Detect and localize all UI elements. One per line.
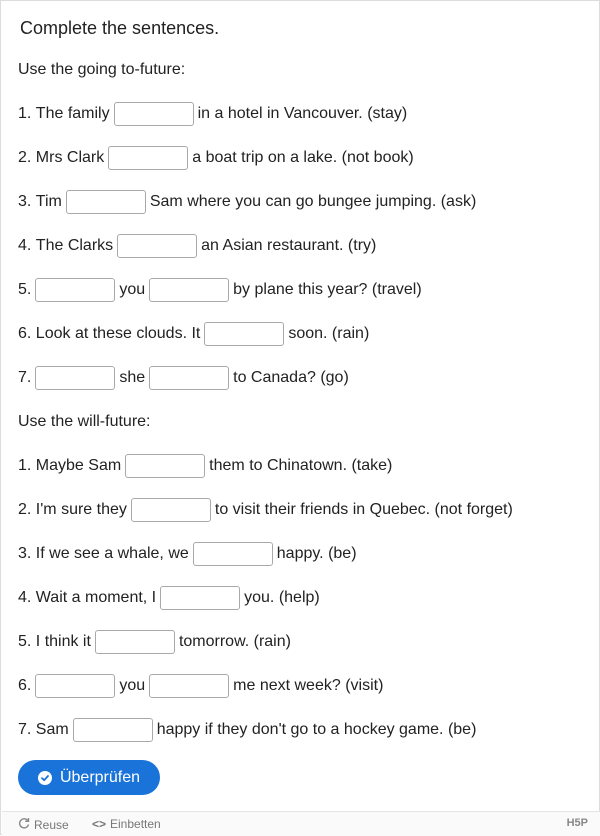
sentence-row: [18, 453, 392, 479]
h5p-footer: [2, 811, 600, 836]
sentence-row: [18, 717, 476, 743]
blank-input[interactable]: [149, 674, 229, 698]
blank-input[interactable]: [149, 278, 229, 302]
task-instructions: Complete the sentences.: [20, 18, 220, 38]
sentence-text: you: [119, 677, 146, 694]
sentence-text: to visit their friends in Quebec. (not forget): [214, 501, 513, 518]
sentence-row: [18, 233, 376, 259]
sentence-text: them to Chinatown. (take): [209, 457, 393, 474]
sentence-row: [18, 541, 357, 567]
sentence-row: [18, 145, 414, 171]
sentence-row: [18, 365, 349, 391]
sentence-row: [18, 629, 291, 655]
sentence-number: 3.: [18, 545, 32, 562]
sentence-text: If we see a whale, we: [35, 545, 189, 562]
sentence-row: [18, 277, 422, 303]
sentence-row: [18, 101, 407, 127]
blank-input[interactable]: [149, 366, 229, 390]
sentence-number: 5.: [18, 633, 32, 650]
sentence-text: tomorrow. (rain): [178, 633, 291, 650]
sentence-text: Look at these clouds. It: [35, 325, 201, 342]
blank-input[interactable]: [114, 102, 194, 126]
code-icon: <>: [92, 817, 107, 831]
sentence-number: 6.: [18, 677, 32, 694]
sentence-row: [18, 321, 369, 347]
sentence-number: 5.: [18, 281, 32, 298]
sentence-text: happy. (be): [276, 545, 357, 562]
sentence-text: she: [119, 369, 146, 386]
section-heading: Use the going to-future:: [18, 61, 186, 78]
embed-label: Einbetten: [110, 817, 161, 831]
section-heading: Use the will-future:: [18, 413, 151, 430]
sentence-text: you. (help): [244, 589, 320, 606]
sentence-number: 3.: [18, 193, 32, 210]
blank-input[interactable]: [131, 498, 211, 522]
sentence-text: soon. (rain): [288, 325, 370, 342]
sentence-number: 2.: [18, 501, 32, 518]
sentence-text: Wait a moment, I: [35, 589, 157, 606]
reuse-label: Reuse: [34, 817, 69, 832]
sentence-text: a boat trip on a lake. (not book): [192, 149, 414, 166]
blank-input[interactable]: [73, 718, 153, 742]
sentence-text: Maybe Sam: [35, 457, 122, 474]
sentence-text: by plane this year? (travel): [233, 281, 422, 298]
sentence-text: in a hotel in Vancouver. (stay): [197, 105, 408, 122]
sentence-text: Mrs Clark: [35, 149, 105, 166]
blank-input[interactable]: [95, 630, 175, 654]
sentence-number: 1.: [18, 105, 32, 122]
sentence-text: I think it: [35, 633, 91, 650]
sentence-number: 7.: [18, 369, 32, 386]
check-button[interactable]: [18, 760, 160, 795]
blank-input[interactable]: [160, 586, 240, 610]
sentence-text: Sam where you can go bungee jumping. (ask): [149, 193, 477, 210]
sentence-text: you: [119, 281, 146, 298]
sentence-row: [18, 189, 476, 215]
sentence-text: happy if they don't go to a hockey game. (be): [156, 721, 477, 738]
blank-input[interactable]: [35, 674, 115, 698]
sentence-row: [18, 673, 383, 699]
sentence-row: [18, 497, 513, 523]
check-circle-icon: [38, 771, 52, 785]
sentence-number: 1.: [18, 457, 32, 474]
blank-input[interactable]: [35, 278, 115, 302]
blank-input[interactable]: [66, 190, 146, 214]
sentence-text: Tim: [35, 193, 62, 210]
blank-input[interactable]: [35, 366, 115, 390]
sentence-text: The family: [35, 105, 110, 122]
sentence-text: to Canada? (go): [233, 369, 349, 386]
sentence-text: Sam: [35, 721, 69, 738]
blank-input[interactable]: [117, 234, 197, 258]
sentence-number: 4.: [18, 237, 32, 254]
blank-input[interactable]: [204, 322, 284, 346]
sentence-number: 7.: [18, 721, 32, 738]
sentence-number: 6.: [18, 325, 32, 342]
sentence-number: 2.: [18, 149, 32, 166]
sentence-text: me next week? (visit): [233, 677, 384, 694]
blank-input[interactable]: [193, 542, 273, 566]
h5p-logo[interactable]: H5P: [566, 817, 588, 829]
check-button-label: Überprüfen: [59, 768, 141, 786]
sentence-text: The Clarks: [35, 237, 114, 254]
reuse-button[interactable]: [18, 817, 69, 832]
sentence-number: 4.: [18, 589, 32, 606]
blank-input[interactable]: [108, 146, 188, 170]
blank-input[interactable]: [125, 454, 205, 478]
embed-button[interactable]: [92, 817, 161, 831]
sentence-text: I'm sure they: [35, 501, 127, 518]
sentence-row: [18, 585, 320, 611]
sentence-text: an Asian restaurant. (try): [201, 237, 377, 254]
reuse-icon: [18, 817, 30, 832]
